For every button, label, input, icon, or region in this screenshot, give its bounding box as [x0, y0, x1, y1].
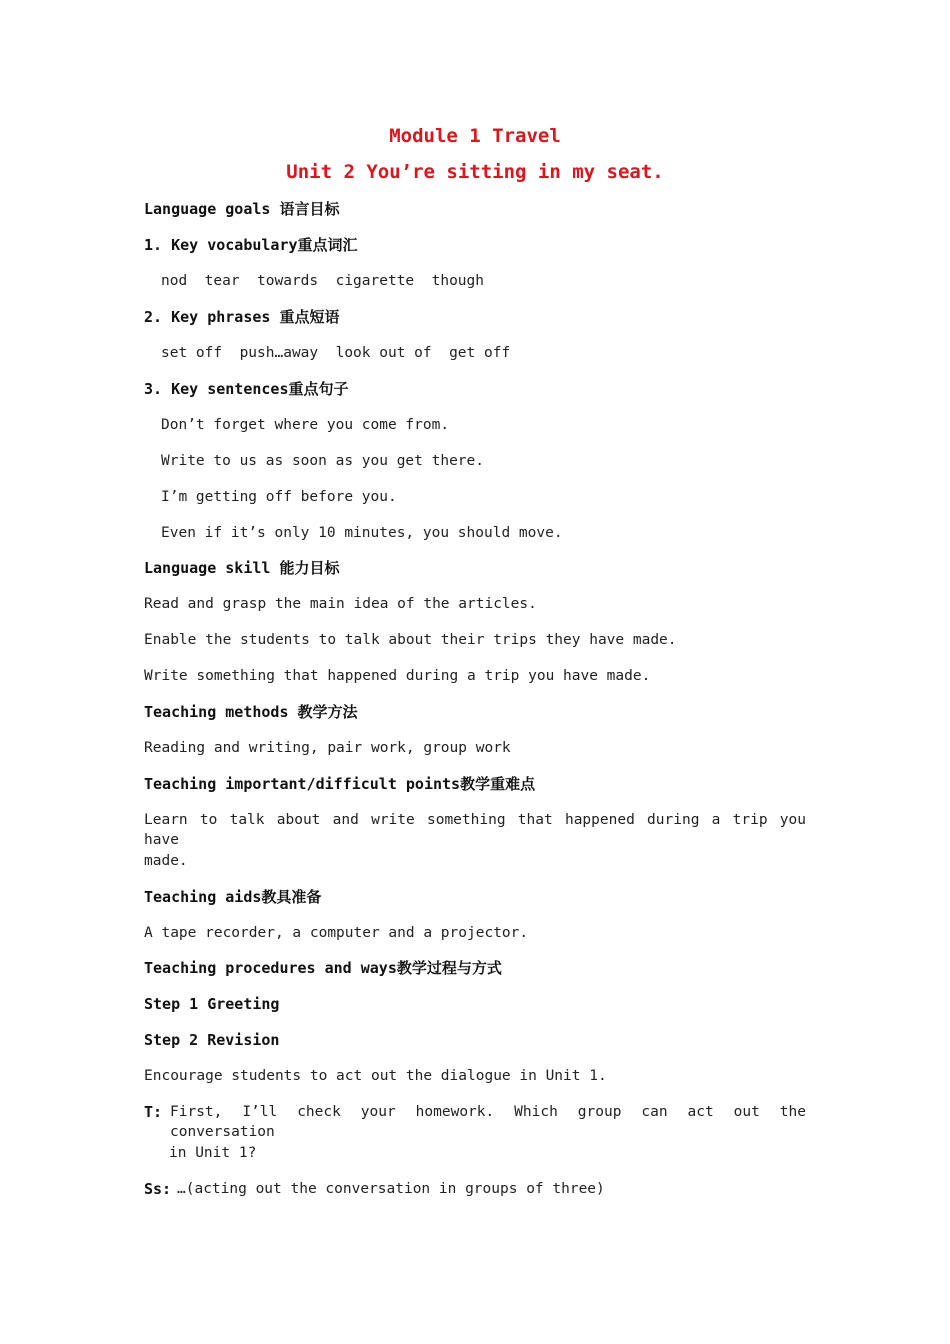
sentence-item: I’m getting off before you.: [161, 489, 397, 505]
teacher-label: T:: [144, 1103, 163, 1121]
procedures-heading: Teaching procedures and ways教学过程与方式: [144, 959, 502, 977]
page-title: Module 1 Travel: [389, 125, 561, 147]
language-goals-heading: Language goals 语言目标: [144, 200, 340, 218]
teaching-methods-heading: Teaching methods 教学方法: [144, 703, 358, 721]
step1-heading: Step 1 Greeting: [144, 995, 280, 1013]
teaching-aids-text: A tape recorder, a computer and a projector.: [144, 925, 529, 941]
sentence-item: Write to us as soon as you get there.: [161, 453, 485, 469]
sentences-heading: 3. Key sentences重点句子: [144, 380, 349, 398]
students-label: Ss:: [144, 1180, 172, 1198]
phrases-heading: 2. Key phrases 重点短语: [144, 308, 340, 326]
important-points-heading: Teaching important/difficult points教学重难点: [144, 775, 536, 793]
page-subtitle: Unit 2 You’re sitting in my seat.: [286, 161, 664, 183]
vocab-heading: 1. Key vocabulary重点词汇: [144, 236, 358, 254]
teacher-line: First, I’ll check your homework. Which group can act out the conversation: [170, 1104, 806, 1140]
sentence-item: Don’t forget where you come from.: [161, 417, 450, 433]
teaching-aids-heading: Teaching aids教具准备: [144, 888, 322, 906]
skill-item: Enable the students to talk about their trips they have made.: [144, 632, 677, 648]
vocab-list: nod tear towards cigarette though: [161, 273, 485, 289]
sentence-item: Even if it’s only 10 minutes, you should move.: [161, 525, 563, 541]
skill-item: Read and grasp the main idea of the articles.: [144, 596, 537, 612]
phrases-list: set off push…away look out of get off: [161, 345, 511, 361]
important-points-text: Learn to talk about and write something that happened during a trip you have: [144, 812, 806, 848]
students-line: …(acting out the conversation in groups of three): [177, 1181, 605, 1197]
step2-heading: Step 2 Revision: [144, 1031, 280, 1049]
teacher-line-cont: in Unit 1?: [169, 1145, 257, 1161]
teaching-methods-text: Reading and writing, pair work, group work: [144, 740, 511, 756]
language-skill-heading: Language skill 能力目标: [144, 559, 340, 577]
step2-text: Encourage students to act out the dialogue in Unit 1.: [144, 1068, 607, 1084]
important-points-text-cont: made.: [144, 853, 188, 869]
skill-item: Write something that happened during a trip you have made.: [144, 668, 651, 684]
